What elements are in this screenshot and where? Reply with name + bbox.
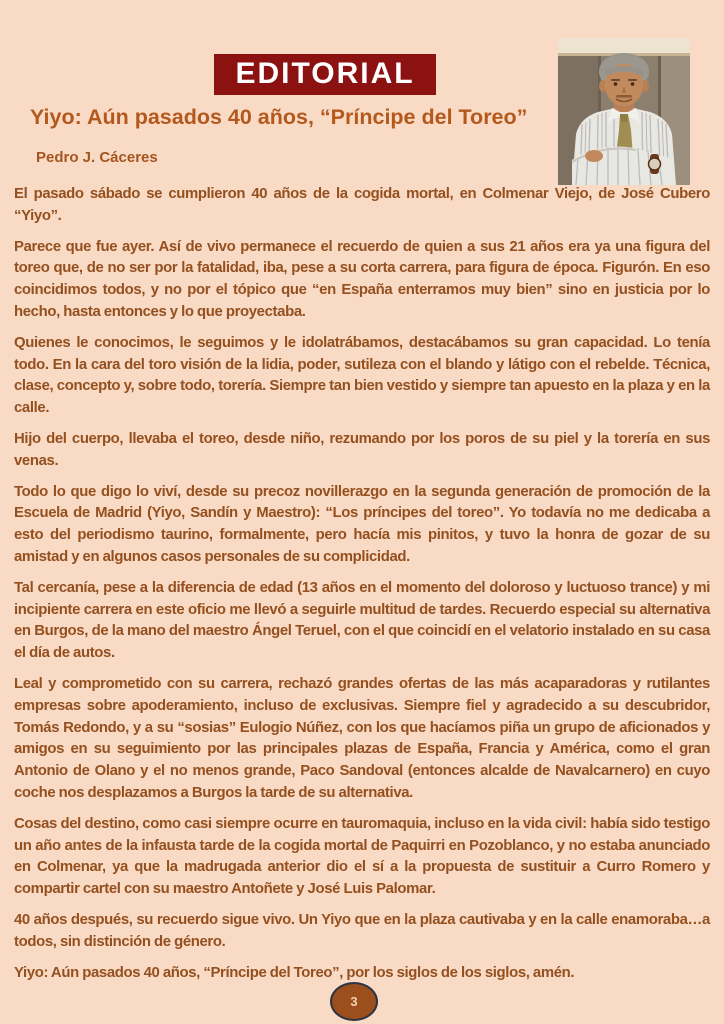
portrait-photo-illustration [558,38,690,185]
paragraph-1: El pasado sábado se cumplieron 40 años de la cogida mortal, en Colmenar Viejo, de José Cubero “Yiyo”. [14,186,710,224]
paragraph-10: Yiyo: Aún pasados 40 años, “Príncipe del Toreo”, por los siglos de los siglos, amén. [14,964,575,981]
paragraph-7: Leal y comprometido con su carrera, rechazó grandes ofertas de las más acaparadoras y rutilantes empresas sobre apoderamiento, incluso de exclusivas. Siempre fiel y agradecido a su descubridor, Tomás Redondo, y a su “sosias” Eulogio Núñez, con los que hacíamos piña un grupo de aficionados y amigos en su seguimiento por las principales plazas de España, Francia y América, como el gran Antonio de Olano y el no menos grande, Paco Sandoval (entonces alcalde de Navalcarnero) en cuyo coche nos desplazamos a Burgos la tarde de su alternativa. [14,675,710,801]
paragraph-9: 40 años después, su recuerdo sigue vivo. Un Yiyo que en la plaza cautivaba y en la calle enamoraba…a todos, sin distinción de género. [14,911,710,950]
page-number: 3 [350,994,358,1009]
article-body [14,184,710,993]
paragraph-6: Tal cercanía, pese a la diferencia de edad (13 años en el momento del doloroso y luctuoso trance) y mi incipiente carrera en este oficio me llevó a seguirle multitud de tardes. Recuerdo especial su alternativa en Burgos, de la mano del maestro Ángel Teruel, con el que coincidí en el velatorio instalado en su casa el día de autos. [14,579,710,662]
paragraph-3: Quienes le conocimos, le seguimos y le idolatrábamos, destacábamos su gran capacidad. Lo tenía todo. En la cara del toro visión de la lidia, poder, sutileza con el blando y látigo con el rebelde. Técnica, clase, concepto y, sobre todo, torería. Siempre tan bien vestido y siempre tan apuesto en la plaza y en la calle. [14,334,710,417]
paragraph-2: Parece que fue ayer. Así de vivo permanece el recuerdo de quien a sus 21 años era ya una figura del toreo que, de no ser por la fatalidad, iba, pese a su corta carrera, para figura de época. Figurón. En eso coincidimos todos, y no por el tópico que “en España enterramos muy bien” sino en justicia por lo hecho, hasta entonces y lo que proyectaba. [14,238,710,320]
paragraph-4: Hijo del cuerpo, llevaba el toreo, desde niño, rezumando por los poros de su piel y la torería en sus venas. [14,430,710,469]
article-author: Pedro J. Cáceres [36,149,158,166]
paragraph-8: Cosas del destino, como casi siempre ocurre en tauromaquia, incluso en la vida civil: había sido testigo un año antes de la infausta tarde de la cogida mortal de Paquirri en Pozoblanco, y no estaba anunciado en Colmenar, ya que la madrugada anterior dio el sí a la propuesta de sustituir a Curro Romero y compartir cartel con su maestro Antoñete y José Luis Palomar. [14,815,710,898]
portrait-photo [558,38,690,185]
editorial-banner-label: EDITORIAL [235,56,415,90]
paragraph-5: Todo lo que digo lo viví, desde su precoz novillerazgo en la segunda generación de promoción de la Escuela de Madrid (Yiyo, Sandín y Maestro): “Los príncipes del toreo”. Yo todavía no me dedicaba a esto del periodismo taurino, formalmente, pero hacía mis pinitos, y tuvo la honra de gozar de su amistad y en algunos casos personales de su complicidad. [14,483,710,565]
page-number-badge [330,982,378,1021]
editorial-banner [214,54,436,95]
article-title: Yiyo: Aún pasados 40 años, “Príncipe del Toreo” [30,105,528,129]
